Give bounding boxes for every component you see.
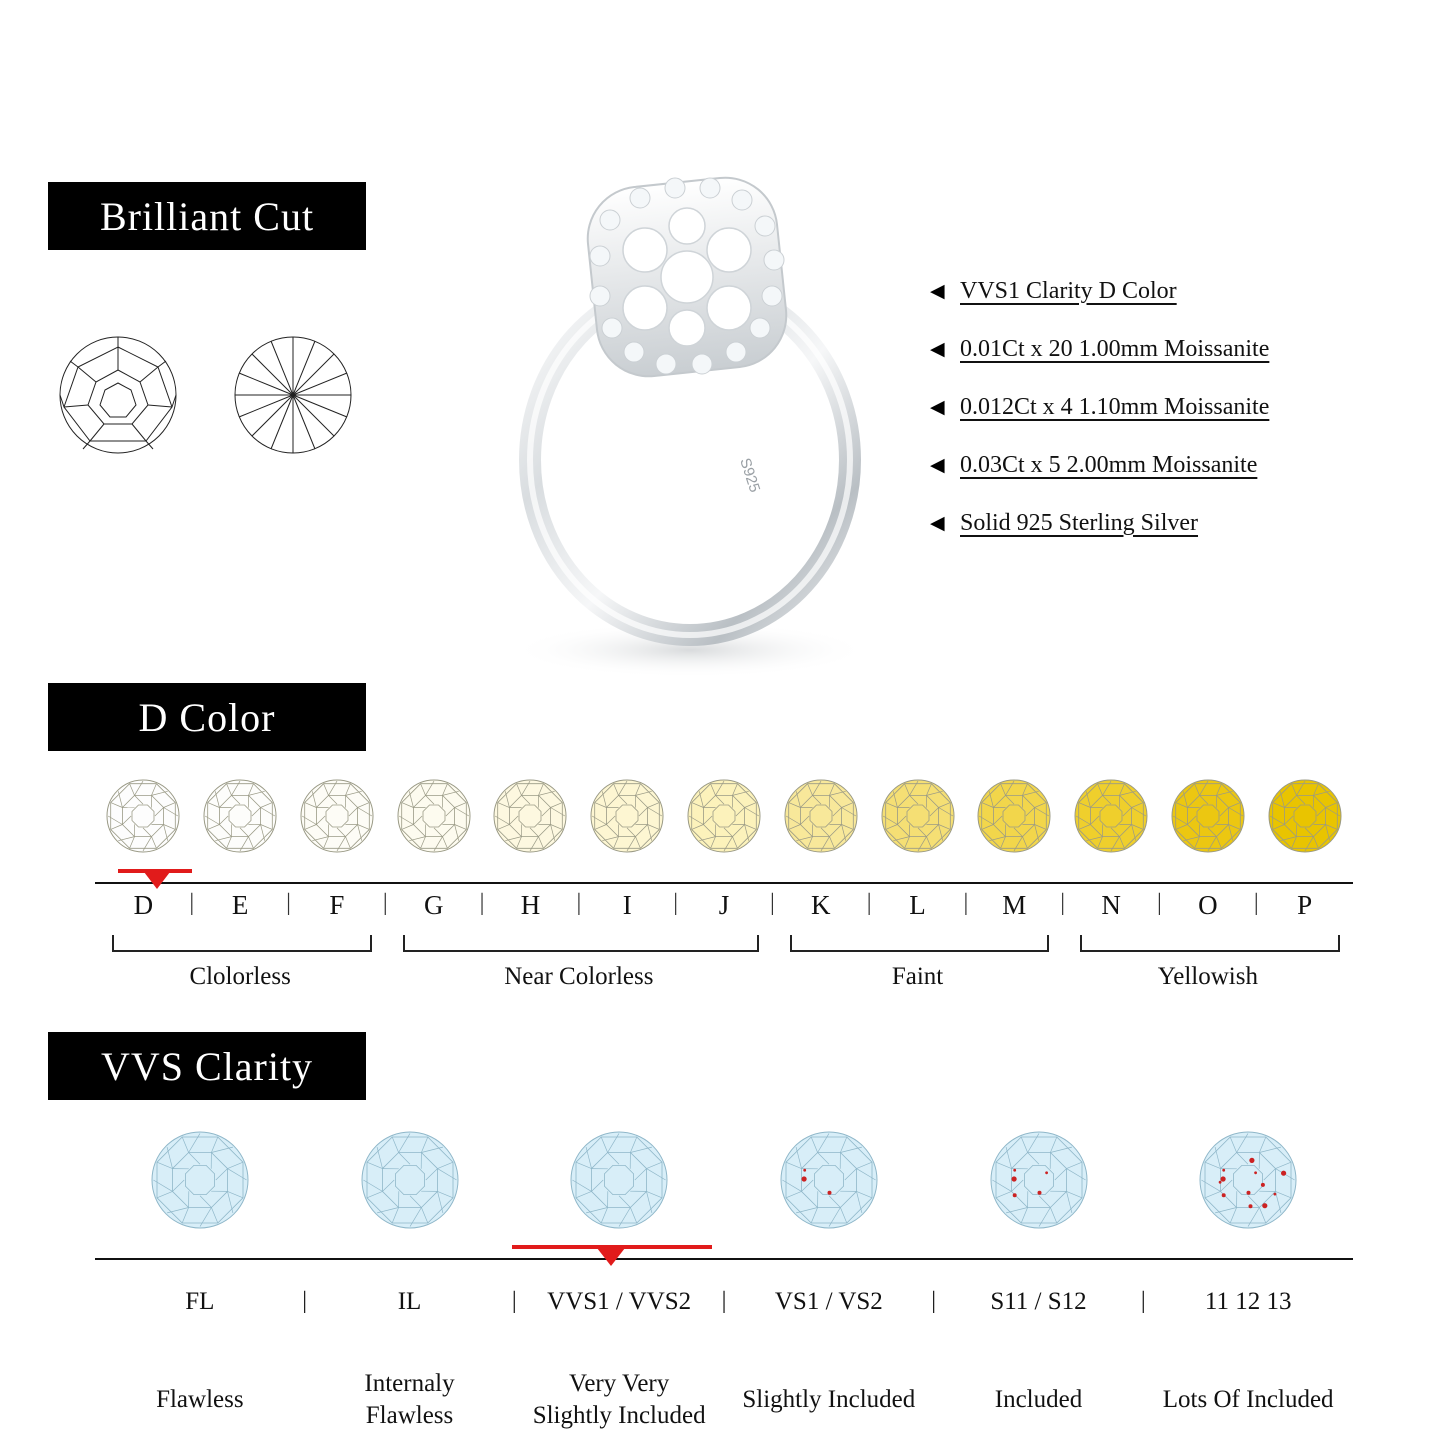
spec-item: [930, 436, 1410, 494]
left-arrow-icon: ◀: [930, 396, 945, 418]
clarity-gem-1: [360, 1130, 460, 1230]
clarity-description-5: Lots Of Included: [1162, 1386, 1334, 1413]
clarity-gem-2: [569, 1130, 669, 1230]
clarity-gem-5: [1198, 1130, 1298, 1230]
color-gem-f: [299, 778, 375, 854]
left-arrow-icon: ◀: [930, 512, 945, 534]
section-tag-d-color: [48, 683, 366, 751]
color-grade-separator: |: [769, 890, 775, 916]
clarity-grade-label-1: IL: [397, 1288, 422, 1315]
color-group-label: Near Colorless: [504, 963, 654, 990]
product-spec-list: [930, 262, 1410, 552]
clarity-description-2: Very Very Slightly Included: [532, 1370, 706, 1429]
color-grade-label-j: J: [718, 890, 730, 920]
clarity-grade-separator: |: [302, 1288, 308, 1314]
color-grade-label-h: H: [520, 890, 541, 920]
color-scale-groups: [0, 935, 1445, 1005]
color-grade-label-k: K: [811, 890, 831, 920]
color-group-label: Clolorless: [189, 963, 291, 990]
clarity-scale-gems: [0, 1130, 1445, 1240]
color-grade-label-m: M: [1002, 890, 1027, 920]
left-arrow-icon: ◀: [930, 454, 945, 476]
brilliant-cut-diagrams: [48, 325, 378, 465]
color-group-brace: [403, 935, 759, 952]
spec-text: 0.01Ct x 20 1.00mm Moissanite: [960, 335, 1270, 362]
color-gem-p: [1267, 778, 1343, 854]
color-grade-separator: |: [673, 890, 679, 916]
section-tag-label: Brilliant Cut: [99, 193, 315, 239]
spec-item: [930, 262, 1410, 320]
color-scale-axis: [95, 882, 1353, 884]
color-group-brace: [112, 935, 371, 952]
clarity-description-3: Slightly Included: [742, 1386, 916, 1413]
color-grade-separator: |: [189, 890, 195, 916]
ring-inner-stamp: S925: [736, 455, 764, 495]
spec-item: [930, 320, 1410, 378]
clarity-scale-axis: [95, 1258, 1353, 1260]
clarity-grade-label-5: 11 12 13: [1204, 1288, 1292, 1315]
clarity-gem-4: [989, 1130, 1089, 1230]
section-tag-label: VVS Clarity: [100, 1043, 314, 1089]
color-gem-h: [492, 778, 568, 854]
color-grade-label-n: N: [1101, 890, 1121, 920]
color-group-brace: [790, 935, 1049, 952]
clarity-grade-label-4: S11 / S12: [990, 1288, 1087, 1315]
color-grade-separator: |: [866, 890, 872, 916]
color-grade-label-o: O: [1198, 890, 1218, 920]
color-gem-m: [976, 778, 1052, 854]
clarity-grade-separator: |: [931, 1288, 937, 1314]
clarity-grade-separator: |: [721, 1288, 727, 1314]
color-grade-label-l: L: [909, 890, 926, 920]
color-grade-separator: |: [1157, 890, 1162, 916]
spec-text: VVS1 Clarity D Color: [960, 277, 1177, 304]
color-scale-gems: [0, 778, 1445, 868]
left-arrow-icon: ◀: [930, 280, 945, 302]
ring-illustration: [440, 130, 960, 690]
clarity-gem-3: [779, 1130, 879, 1230]
ring-product-image: [440, 130, 960, 690]
color-grade-separator: |: [963, 890, 969, 916]
spec-text: 0.012Ct x 4 1.10mm Moissanite: [960, 393, 1270, 420]
color-group-label: Faint: [891, 963, 944, 990]
clarity-description-0: Flawless: [156, 1386, 244, 1413]
clarity-grade-label-3: VS1 / VS2: [774, 1288, 883, 1315]
clarity-description-4: Included: [994, 1386, 1083, 1413]
clarity-grade-separator: |: [511, 1288, 517, 1314]
color-grade-label-i: I: [622, 890, 632, 920]
color-gem-k: [783, 778, 859, 854]
color-grade-separator: |: [479, 890, 485, 916]
spec-text: Solid 925 Sterling Silver: [960, 509, 1199, 536]
clarity-gem-0: [150, 1130, 250, 1230]
color-grade-separator: |: [382, 890, 388, 916]
color-group-brace: [1080, 935, 1339, 952]
clarity-description-1: Internaly Flawless: [364, 1370, 455, 1429]
diamond-bottom-view-icon: [235, 337, 351, 453]
spec-text: 0.03Ct x 5 2.00mm Moissanite: [960, 451, 1258, 478]
spec-item: [930, 494, 1410, 552]
color-gem-e: [202, 778, 278, 854]
clarity-scale-descriptions: [0, 1368, 1445, 1438]
color-grade-separator: |: [576, 890, 582, 916]
section-tag-vvs-clarity: [48, 1032, 366, 1100]
color-group-label: Yellowish: [1157, 963, 1258, 990]
color-gem-n: [1073, 778, 1149, 854]
section-tag-label: D Color: [138, 694, 276, 740]
color-grade-label-p: P: [1297, 890, 1313, 920]
color-gem-d: [105, 778, 181, 854]
color-gem-l: [880, 778, 956, 854]
section-tag-brilliant-cut: [48, 182, 366, 250]
cut-diagram-svg: [48, 325, 378, 465]
left-arrow-icon: ◀: [930, 338, 945, 360]
color-grade-separator: |: [1060, 890, 1066, 916]
color-gem-i: [589, 778, 665, 854]
color-grade-separator: |: [1253, 890, 1259, 916]
clarity-grade-separator: |: [1140, 1288, 1146, 1314]
color-scale-marker-pointer: [144, 872, 170, 889]
color-gem-j: [686, 778, 762, 854]
clarity-scale-marker-pointer: [597, 1248, 625, 1266]
color-gem-o: [1170, 778, 1246, 854]
clarity-grade-label-0: FL: [185, 1288, 215, 1315]
color-grade-label-d: D: [133, 890, 154, 920]
color-grade-label-f: F: [329, 890, 345, 920]
clarity-scale-grade-labels: [0, 1288, 1445, 1328]
color-grade-label-e: E: [231, 890, 249, 920]
clarity-grade-label-2: VVS1 / VVS2: [547, 1288, 692, 1315]
color-scale-grade-labels: [95, 890, 1353, 926]
color-grade-label-g: G: [423, 890, 444, 920]
diamond-top-view-icon: [60, 337, 176, 453]
color-gem-g: [396, 778, 472, 854]
spec-item: [930, 378, 1410, 436]
color-grade-separator: |: [286, 890, 291, 916]
